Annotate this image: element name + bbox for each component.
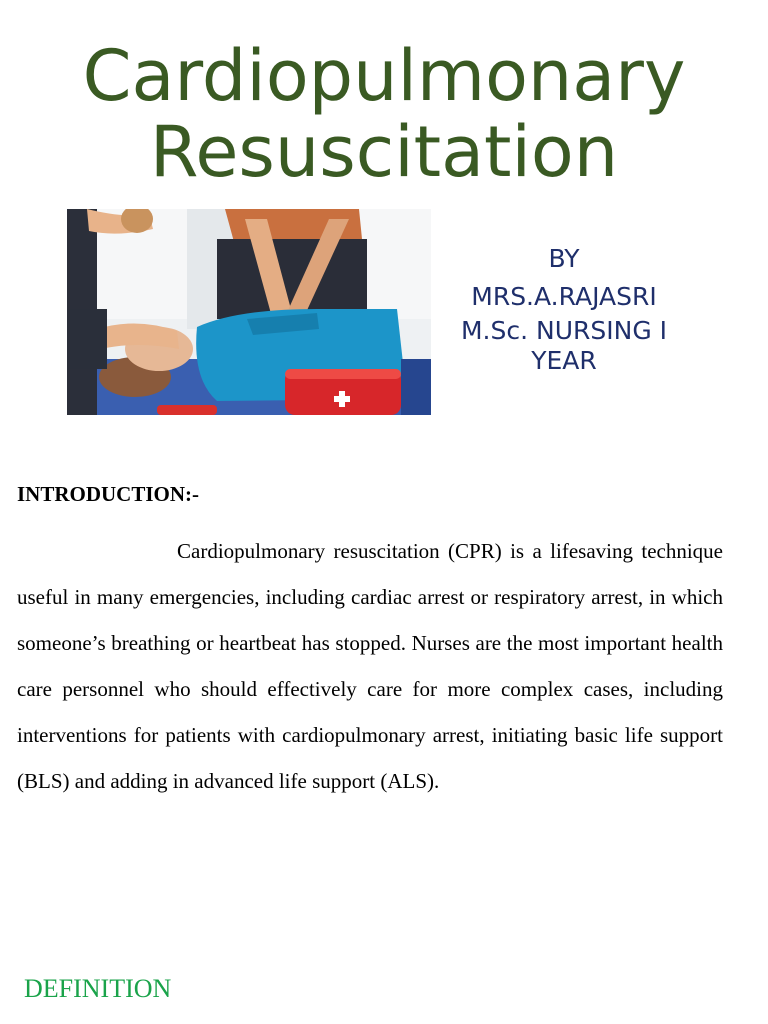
cpr-training-photo — [67, 209, 431, 415]
page-title — [0, 35, 768, 193]
byline-by: BY — [548, 244, 580, 273]
author-byline — [440, 240, 688, 376]
introduction-heading: INTRODUCTION:- — [17, 482, 200, 506]
introduction-paragraph: Cardiopulmonary resuscitation (CPR) is a lifesaving technique useful in many emergencies, including cardiac arrest or respiratory arrest, in which someone’s breathing or heartbeat has stopped. Nurses are the most important health care personnel who should effectively care for more complex cases, including interventions for patients with cardiopulmonary arrest, initiating basic life support (BLS) and adding in advanced life support (ALS). — [17, 539, 723, 793]
title-line-2: Resuscitation — [149, 111, 619, 193]
byline-degree-line-1: M.Sc. NURSING I — [460, 316, 668, 345]
byline-degree-line-2: YEAR — [531, 346, 597, 375]
title-line-1: Cardiopulmonary — [82, 35, 686, 117]
cpr-photo-illustration — [67, 209, 431, 415]
byline-author: MRS.A.RAJASRI — [471, 282, 657, 311]
definition-heading: DEFINITION — [24, 974, 172, 1003]
